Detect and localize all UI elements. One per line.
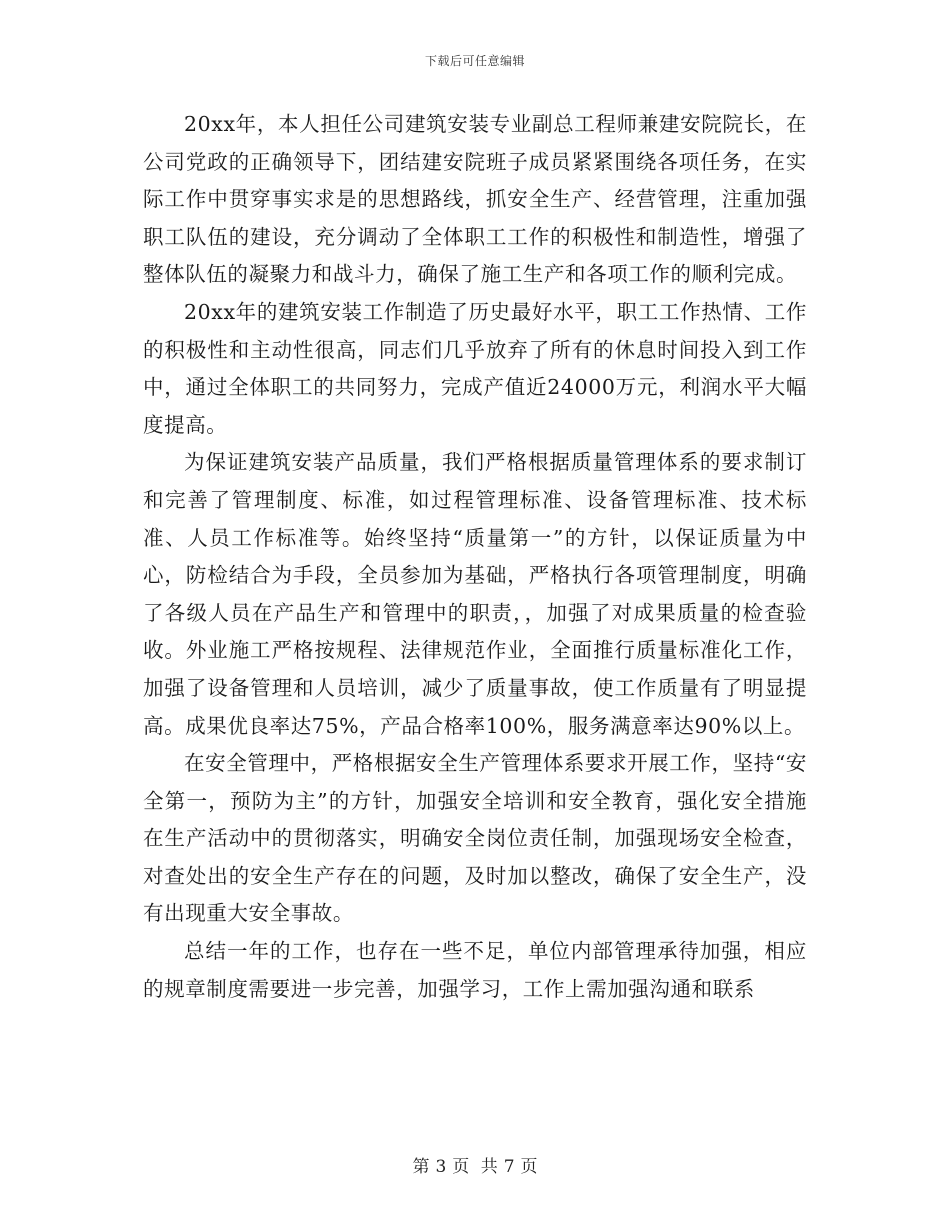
paragraph-2: 20xx年的建筑安装工作制造了历史最好水平，职工工作热情、工作的积极性和主动性很高，同志们几乎放弃了所有的休息时间投入到工作中，通过全体职工的共同努力，完成产值近24000万元，利润水平大幅度提高。 (143, 299, 807, 437)
paragraph-1: 20xx年，本人担任公司建筑安装专业副总工程师兼建安院院长，在公司党政的正确领导下，团结建安院班子成员紧紧围绕各项任务，在实际工作中贯穿事实求是的思想路线，抓安全生产、经营管理，注重加强职工队伍的建设，充分调动了全体职工工作的积极性和制造性，增强了整体队伍的凝聚力和战斗力，确保了施工生产和各项工作的顺利完成。 (143, 112, 807, 287)
header-note: 下载后可任意编辑 (424, 54, 525, 68)
total-pages-number: 7 (503, 1157, 515, 1177)
current-page-number: 3 (435, 1157, 447, 1177)
paragraph-3: 为保证建筑安装产品质量，我们严格根据质量管理体系的要求制订和完善了管理制度、标准，如过程管理标准、设备管理标准、技术标准、人员工作标准等。始终坚持“质量第一”的方针，以保证质量为中心，防检结合为手段，全员参加为基础，严格执行各项管理制度，明确了各级人员在产品生产和管理中的职责，，加强了对成果质量的检查验收。外业施工严格按规程、法律规范作业，全面推行质量标准化工作，加强了设备管理和人员培训，减少了质量事故，使工作质量有了明显提高。成果优良率达75%，产品合格率100%，服务满意率达90%以上。 (143, 450, 807, 738)
page-suffix: 页 (520, 1157, 538, 1177)
page-prefix: 第 (412, 1157, 430, 1177)
page-middle-text: 页 共 (452, 1157, 498, 1177)
page-number-footer (0, 1152, 950, 1177)
paragraph-4: 在安全管理中，严格根据安全生产管理体系要求开展工作，坚持“安全第一，预防为主”的方针，加强安全培训和安全教育，强化安全措施在生产活动中的贯彻落实，明确安全岗位责任制，加强现场安全检查，对查处出的安全生产存在的问题，及时加以整改，确保了安全生产，没有出现重大安全事故。 (143, 751, 807, 926)
paragraph-5: 总结一年的工作，也存在一些不足，单位内部管理承待加强，相应的规章制度需要进一步完善，加强学习，工作上需加强沟通和联系 (143, 939, 807, 1001)
document-body (143, 106, 807, 1008)
